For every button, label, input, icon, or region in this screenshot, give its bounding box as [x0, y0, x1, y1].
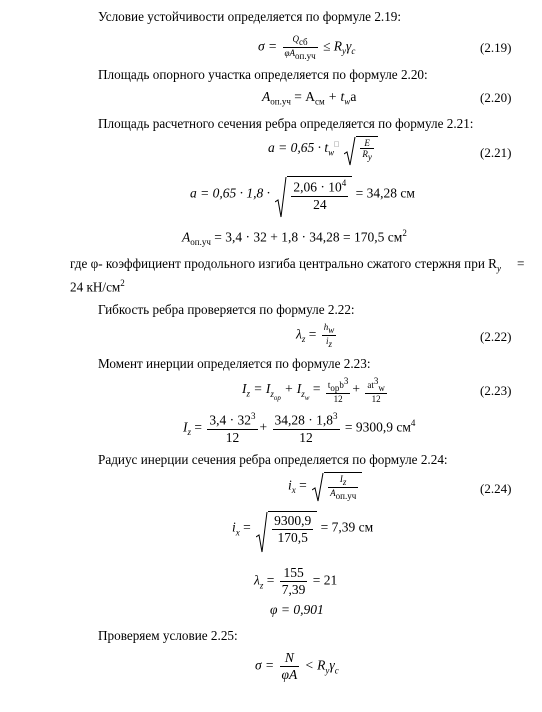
equation-number: (2.20) — [480, 90, 512, 105]
formula-2-22: $\lambda_z$ = $\frac{h_w}{i_z}$ — [296, 322, 335, 349]
calculation-slenderness: $\lambda_z$ = $\frac{155}{7,39}$ = 21 — [254, 565, 338, 597]
formula-2-21: $a = 0,65 \cdot t_w^□$ $\frac{E}{R_y}$ — [268, 136, 378, 162]
text-line-rib-section: Площадь расчетного сечения ребра определяется по формуле 2.21: — [98, 116, 474, 131]
calculation-area: $A_{оп.уч} = 3,4 \cdot 32 + 1,8 \cdot 34,28 = 170,5$ $см^2$ — [182, 228, 407, 248]
calculation-radius: $i_x$ = $\frac{9300,9}{170,5}$ = 7,39 см — [232, 511, 373, 546]
equation-number: (2.24) — [480, 481, 512, 496]
calculation-a: a = 0,65 · 1,8 · $\frac{2,06 \cdot 10^4}{24}$ = 34,28 см — [190, 176, 415, 213]
text-line-moment-inertia: Момент инерции определяется по формуле 2.23: — [98, 356, 371, 371]
phi-value: φ = 0,901 — [270, 602, 324, 617]
text-line-radius-inertia: Радиус инерции сечения ребра определяется по формуле 2.24: — [98, 452, 448, 467]
text-line-slenderness: Гибкость ребра проверяется по формуле 2.22: — [98, 302, 355, 317]
formula-2-25: σ = $\frac{N}{\varphi A}$ < $R_y\gamma_c$ — [255, 650, 339, 682]
text-line-stability: Условие устойчивости определяется по формуле 2.19: — [98, 9, 402, 24]
calculation-inertia: $I_z$ = $\frac{3,4 \cdot 32^3}{12}$ + $\frac{34,28 \cdot 1,8^3}{12}$ = 9300,9 $см^4$ — [183, 411, 416, 445]
formula-2-24: $i_x$ = $\frac{I_z}{A_{оп.уч}}$ — [288, 472, 362, 501]
text-line-check-condition: Проверяем условие 2.25: — [98, 628, 238, 643]
formula-2-23: $I_z = I_{z_{op}} + I_{z_w}$ = $\frac{t_{op}b^3}{12}$ + $\frac{at^3_w}{12}$ — [242, 376, 385, 404]
equation-number: (2.22) — [480, 329, 512, 344]
equation-number: (2.23) — [480, 383, 512, 398]
formula-2-19: σ = $\frac{Q_{cб}}{\varphi A_{оп.уч}}$ ≤ $R_y\gamma_c$ — [258, 34, 356, 61]
text-line-phi-definition: где φ- коэффициент продольного изгиба центрально сжатого стержня при $R_y$ = — [70, 256, 525, 274]
text-line-support-area: Площадь опорного участка определяется по формуле 2.20: — [98, 67, 428, 82]
equation-number: (2.21) — [480, 145, 512, 160]
equation-number: (2.19) — [480, 40, 512, 55]
text-line-ry-value: 24 $кН/см^2$ — [70, 278, 125, 295]
formula-2-20: $A_{оп.уч} = A_{см} + t_wa$ — [262, 89, 357, 107]
